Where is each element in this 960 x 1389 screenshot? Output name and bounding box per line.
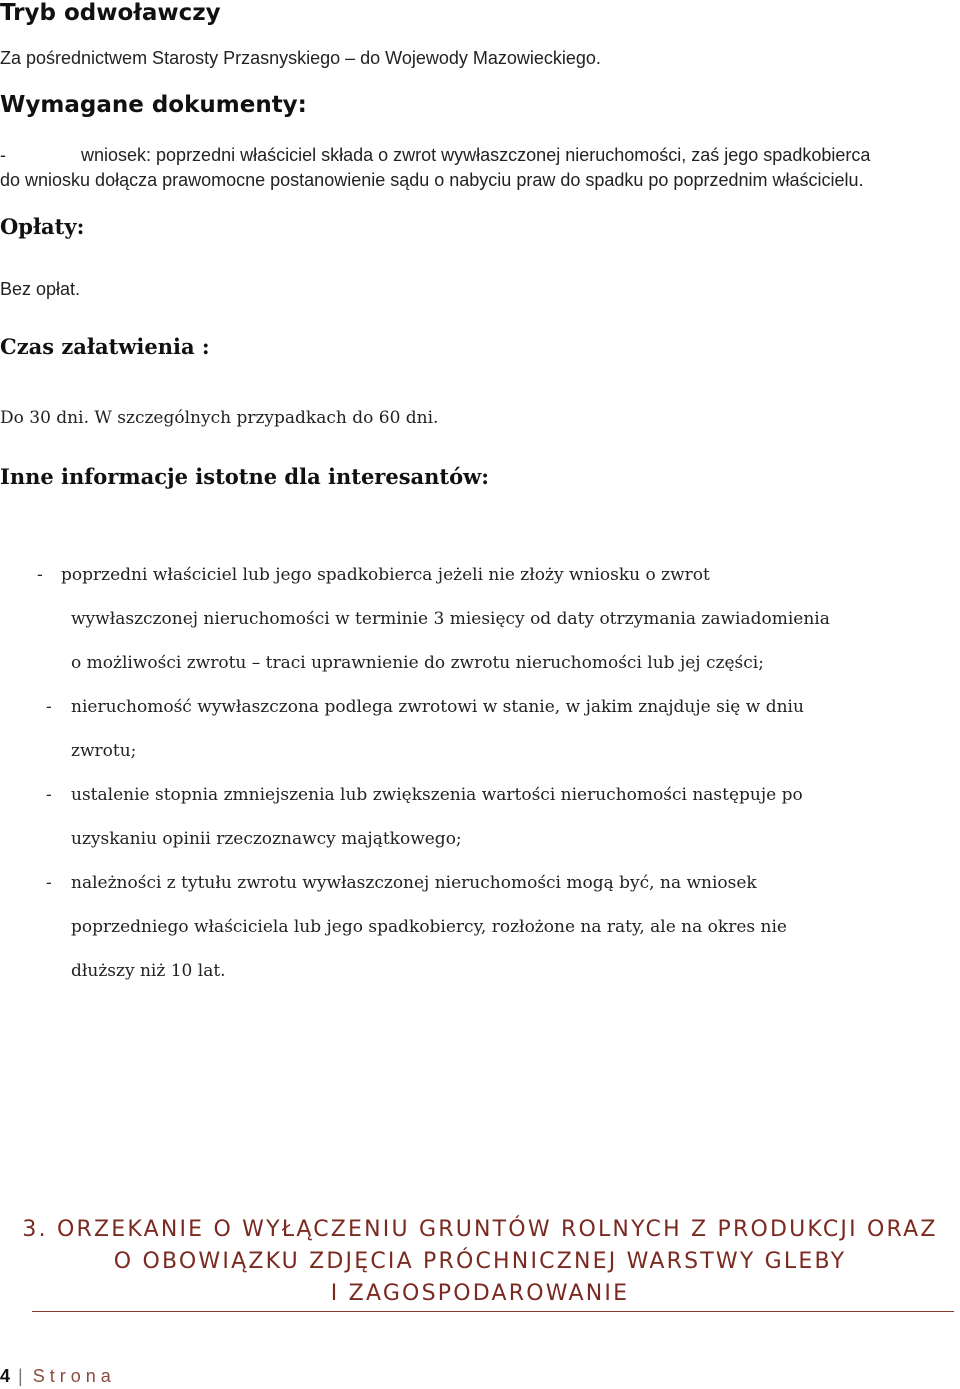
info-item-3-line-1: ustalenie stopnia zmniejszenia lub zwiększenia wartości nieruchomości następuje po [71, 785, 803, 805]
info-item-4-line-2: poprzedniego właściciela lub jego spadkobiercy, rozłożone na raty, ale na okres nie [71, 917, 787, 937]
section-3-heading-line-2: O OBOWIĄZKU ZDJĘCIA PRÓCHNICZNEJ WARSTWY GLEBY [113, 1249, 847, 1274]
list-item-dash: - [37, 565, 43, 585]
footer-separator: | [18, 1366, 23, 1386]
section-3-heading-line-1: 3. ORZEKANIE O WYŁĄCZENIU GRUNTÓW ROLNYCH Z PRODUKCJI ORAZ [22, 1217, 938, 1242]
heading-wymagane-dokumenty: Wymagane dokumenty: [0, 92, 307, 118]
section-divider [32, 1311, 954, 1312]
dokumenty-line-2: do wniosku dołącza prawomocne postanowienie sądu o nabyciu praw do spadku po poprzednim właścicielu. [0, 170, 864, 190]
dokumenty-line-1: wniosek: poprzedni właściciel składa o zwrot wywłaszczonej nieruchomości, zaś jego spadkobierca [81, 145, 871, 165]
info-item-4-line-3: dłuższy niż 10 lat. [71, 961, 226, 981]
czas-text: Do 30 dni. W szczególnych przypadkach do 60 dni. [0, 408, 439, 428]
list-item-dash: - [46, 697, 52, 717]
info-item-3-line-2: uzyskaniu opinii rzeczoznawcy majątkowego; [71, 829, 462, 849]
info-item-1-line-3: o możliwości zwrotu – traci uprawnienie do zwrotu nieruchomości lub jej części; [71, 653, 764, 673]
page-number: 4 [0, 1366, 11, 1386]
oplaty-text: Bez opłat. [0, 279, 81, 299]
info-item-1-line-1: poprzedni właściciel lub jego spadkobierca jeżeli nie złoży wniosku o zwrot [61, 565, 710, 585]
list-item-dash: - [46, 873, 52, 893]
list-item-dash: - [46, 785, 52, 805]
section-3-heading-line-3: I ZAGOSPODAROWANIE [330, 1281, 630, 1306]
heading-czas-zalatwienia: Czas załatwienia : [0, 334, 210, 359]
info-item-1-line-2: wywłaszczonej nieruchomości w terminie 3 miesięcy od daty otrzymania zawiadomienia [71, 609, 830, 629]
tryb-text: Za pośrednictwem Starosty Przasnyskiego – do Wojewody Mazowieckiego. [0, 48, 601, 68]
info-item-4-line-1: należności z tytułu zwrotu wywłaszczonej nieruchomości mogą być, na wniosek [71, 873, 757, 893]
info-item-2-line-1: nieruchomość wywłaszczona podlega zwrotowi w stanie, w jakim znajduje się w dniu [71, 697, 804, 717]
page-footer [0, 1366, 116, 1387]
page-word: Strona [32, 1366, 116, 1386]
heading-tryb-odwolawczy: Tryb odwoławczy [0, 0, 221, 26]
info-item-2-line-2: zwrotu; [71, 741, 137, 761]
heading-inne-informacje: Inne informacje istotne dla interesantów: [0, 464, 489, 489]
heading-oplaty: Opłaty: [0, 214, 85, 239]
dokumenty-dash: - [0, 145, 6, 165]
